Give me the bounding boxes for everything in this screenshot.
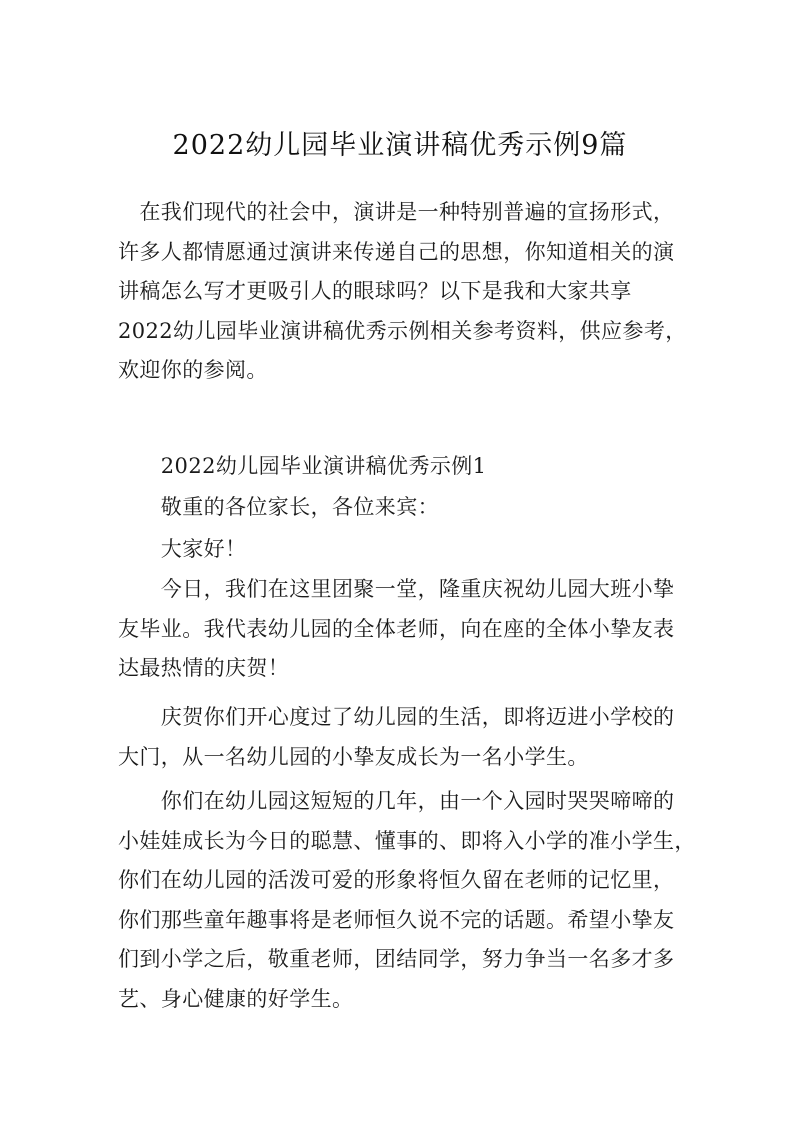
body-line: 达最热情的庆贺！ <box>118 656 290 680</box>
intro-line: 在我们现代的社会中，演讲是一种特别普遍的宣扬形式， <box>118 200 675 224</box>
body-line: 友毕业。我代表幼儿园的全体老师，向在座的全体小挚友表 <box>118 616 675 641</box>
body-line: 小娃娃成长为今日的聪慧、懂事的、即将入小学的准小学生， <box>118 828 696 853</box>
body-line: 你们那些童年趣事将是老师恒久说不完的话题。希望小挚友 <box>118 907 675 932</box>
body-line: 庆贺你们开心度过了幼儿园的生活，即将迈进小学校的 <box>118 705 675 729</box>
body-paragraph-1 <box>118 570 692 689</box>
greeting-paragraph <box>118 488 692 528</box>
intro-line: 许多人都情愿通过演讲来传递自己的思想，你知道相关的演 <box>118 239 675 264</box>
body-line: 你们在幼儿园这短短的几年，由一个入园时哭哭啼啼的 <box>118 789 675 813</box>
document-title: 2022幼儿园毕业演讲稿优秀示例9篇 <box>172 130 628 161</box>
body-line: 今日，我们在这里团聚一堂，隆重庆祝幼儿园大班小挚 <box>118 577 675 601</box>
body-line: 们到小学之后，敬重老师，团结同学，努力争当一名多才多 <box>118 947 675 971</box>
section-heading-text: 2022幼儿园毕业演讲稿优秀示例1 <box>118 454 487 478</box>
body-line: 大门，从一名幼儿园的小挚友成长为一名小学生。 <box>118 744 589 769</box>
hello-paragraph <box>118 530 692 570</box>
body-paragraph-3 <box>118 782 696 1019</box>
body-paragraph-2 <box>118 698 692 777</box>
intro-line: 讲稿怎么写才更吸引人的眼球吗？以下是我和大家共享 <box>118 279 632 303</box>
body-line: 你们在幼儿园的活泼可爱的形象将恒久留在老师的记忆里， <box>118 868 675 892</box>
greeting-text: 敬重的各位家长，各位来宾： <box>118 495 439 519</box>
body-line: 艺、身心健康的好学生。 <box>118 986 354 1011</box>
intro-paragraph <box>118 193 692 391</box>
intro-line: 2022幼儿园毕业演讲稿优秀示例相关参考资料，供应参考， <box>118 318 687 343</box>
section-heading <box>118 447 692 487</box>
hello-text: 大家好！ <box>118 537 247 561</box>
intro-line: 欢迎你的参阅。 <box>118 358 268 382</box>
